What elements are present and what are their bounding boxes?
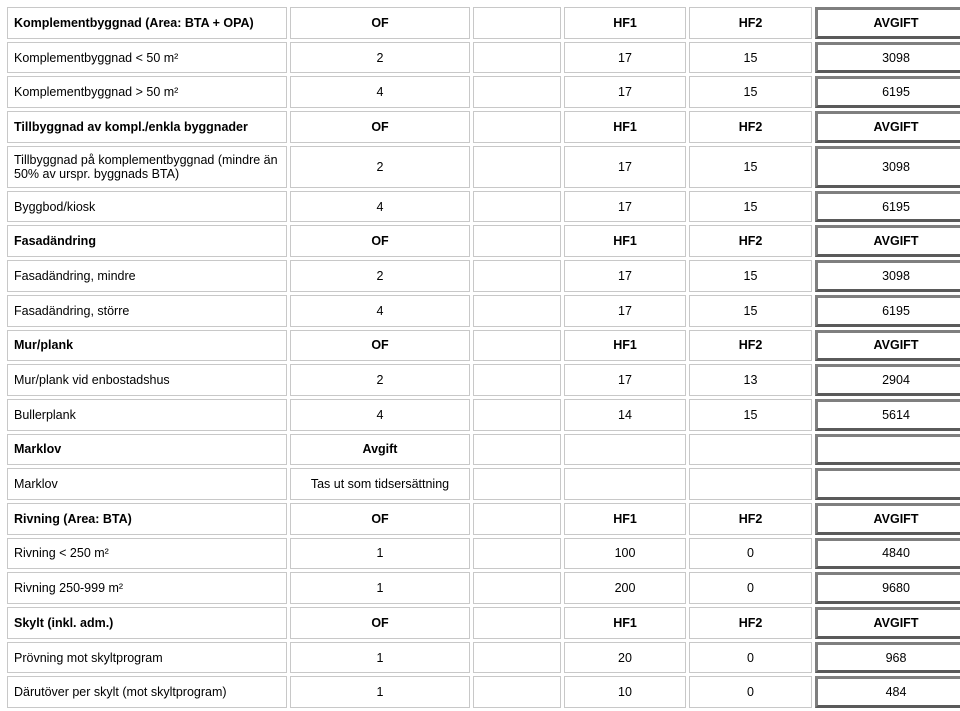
cell-blank (473, 42, 561, 74)
section-header-row (7, 503, 960, 535)
cell-avgift: 3098 (815, 260, 960, 292)
header-cell-label: Tillbyggnad av kompl./enkla byggnader (7, 111, 287, 143)
header-cell-of: OF (290, 607, 470, 639)
header-cell-of: OF (290, 503, 470, 535)
header-cell-blank (473, 7, 561, 39)
cell-label: Byggbod/kiosk (7, 191, 287, 223)
cell-blank (473, 572, 561, 604)
section-header-row (7, 7, 960, 39)
cell-hf1: 17 (564, 76, 686, 108)
cell-label: Komplementbyggnad < 50 m² (7, 42, 287, 74)
cell-hf2: 0 (689, 538, 812, 570)
table-row (7, 146, 960, 188)
cell-label: Komplementbyggnad > 50 m² (7, 76, 287, 108)
header-cell-hf2: HF2 (689, 111, 812, 143)
header-cell-label: Mur/plank (7, 330, 287, 362)
header-cell-hf2 (689, 434, 812, 466)
header-cell-hf1: HF1 (564, 7, 686, 39)
cell-label: Därutöver per skylt (mot skyltprogram) (7, 676, 287, 708)
cell-blank (473, 191, 561, 223)
cell-label: Rivning < 250 m² (7, 538, 287, 570)
header-cell-avgift-label: Avgift (290, 434, 470, 466)
cell-blank (473, 676, 561, 708)
table-row (7, 76, 960, 108)
header-cell-hf1: HF1 (564, 607, 686, 639)
cell-of: 1 (290, 676, 470, 708)
cell-hf1: 17 (564, 364, 686, 396)
header-cell-label: Marklov (7, 434, 287, 466)
table-row (7, 538, 960, 570)
table-row (7, 676, 960, 708)
table-row (7, 572, 960, 604)
cell-avgift: 5614 (815, 399, 960, 431)
table-row (7, 295, 960, 327)
table-row (7, 468, 960, 500)
cell-hf2: 0 (689, 572, 812, 604)
cell-of: 4 (290, 191, 470, 223)
cell-label: Mur/plank vid enbostadshus (7, 364, 287, 396)
cell-blank (473, 146, 561, 188)
cell-hf1: 17 (564, 295, 686, 327)
cell-of: 1 (290, 538, 470, 570)
cell-avgift: 3098 (815, 146, 960, 188)
header-cell-avgift (815, 434, 960, 466)
header-cell-blank (473, 434, 561, 466)
cell-hf2: 15 (689, 260, 812, 292)
cell-label: Rivning 250-999 m² (7, 572, 287, 604)
header-cell-hf2: HF2 (689, 225, 812, 257)
header-cell-avgift: AVGIFT (815, 7, 960, 39)
table-row (7, 642, 960, 674)
cell-hf1: 17 (564, 42, 686, 74)
header-cell-hf1: HF1 (564, 330, 686, 362)
header-cell-avgift: AVGIFT (815, 607, 960, 639)
header-cell-hf1 (564, 434, 686, 466)
header-cell-blank (473, 607, 561, 639)
cell-label: Fasadändring, mindre (7, 260, 287, 292)
cell-avgift: 2904 (815, 364, 960, 396)
header-cell-blank (473, 111, 561, 143)
fee-table (4, 4, 960, 711)
cell-label: Marklov (7, 468, 287, 500)
cell-of: 2 (290, 364, 470, 396)
cell-avgift (815, 468, 960, 500)
header-cell-of: OF (290, 330, 470, 362)
header-cell-avgift: AVGIFT (815, 330, 960, 362)
cell-blank (473, 364, 561, 396)
cell-avgift: 6195 (815, 295, 960, 327)
header-cell-hf2: HF2 (689, 7, 812, 39)
header-cell-avgift: AVGIFT (815, 503, 960, 535)
cell-avgift: 968 (815, 642, 960, 674)
header-cell-hf2: HF2 (689, 607, 812, 639)
cell-label: Bullerplank (7, 399, 287, 431)
header-cell-hf2: HF2 (689, 330, 812, 362)
cell-hf2: 15 (689, 146, 812, 188)
cell-of: 1 (290, 572, 470, 604)
cell-hf1: 20 (564, 642, 686, 674)
cell-avgift: 4840 (815, 538, 960, 570)
section-header-row (7, 434, 960, 466)
cell-hf1 (564, 468, 686, 500)
cell-of: 2 (290, 42, 470, 74)
table-row (7, 399, 960, 431)
cell-hf1: 17 (564, 260, 686, 292)
cell-hf2: 15 (689, 399, 812, 431)
table-row (7, 364, 960, 396)
cell-blank (473, 76, 561, 108)
cell-label: Prövning mot skyltprogram (7, 642, 287, 674)
cell-label: Tillbyggnad på komplementbyggnad (mindre än 50% av urspr. byggnads BTA) (7, 146, 287, 188)
table-row (7, 42, 960, 74)
cell-hf1: 200 (564, 572, 686, 604)
table-row (7, 260, 960, 292)
cell-hf1: 14 (564, 399, 686, 431)
header-cell-of: OF (290, 7, 470, 39)
section-header-row (7, 330, 960, 362)
cell-blank (473, 295, 561, 327)
cell-hf2: 15 (689, 42, 812, 74)
header-cell-blank (473, 225, 561, 257)
header-cell-avgift: AVGIFT (815, 225, 960, 257)
cell-fee-note: Tas ut som tidsersättning (290, 468, 470, 500)
cell-blank (473, 468, 561, 500)
cell-of: 1 (290, 642, 470, 674)
cell-label: Fasadändring, större (7, 295, 287, 327)
cell-hf2: 0 (689, 676, 812, 708)
cell-avgift: 9680 (815, 572, 960, 604)
cell-of: 2 (290, 146, 470, 188)
section-header-row (7, 607, 960, 639)
header-cell-avgift: AVGIFT (815, 111, 960, 143)
cell-hf2: 0 (689, 642, 812, 674)
cell-blank (473, 399, 561, 431)
cell-of: 4 (290, 295, 470, 327)
cell-hf1: 17 (564, 191, 686, 223)
cell-blank (473, 260, 561, 292)
cell-hf2: 13 (689, 364, 812, 396)
header-cell-label: Rivning (Area: BTA) (7, 503, 287, 535)
cell-hf1: 100 (564, 538, 686, 570)
header-cell-blank (473, 330, 561, 362)
section-header-row (7, 111, 960, 143)
header-cell-blank (473, 503, 561, 535)
cell-hf1: 17 (564, 146, 686, 188)
header-cell-label: Komplementbyggnad (Area: BTA + OPA) (7, 7, 287, 39)
header-cell-hf1: HF1 (564, 111, 686, 143)
header-cell-hf2: HF2 (689, 503, 812, 535)
cell-hf2 (689, 468, 812, 500)
header-cell-label: Skylt (inkl. adm.) (7, 607, 287, 639)
fee-table-body (7, 7, 960, 708)
header-cell-hf1: HF1 (564, 225, 686, 257)
cell-of: 4 (290, 399, 470, 431)
cell-of: 4 (290, 76, 470, 108)
header-cell-of: OF (290, 111, 470, 143)
cell-hf2: 15 (689, 76, 812, 108)
header-cell-hf1: HF1 (564, 503, 686, 535)
cell-hf1: 10 (564, 676, 686, 708)
table-row (7, 191, 960, 223)
section-header-row (7, 225, 960, 257)
cell-hf2: 15 (689, 295, 812, 327)
cell-avgift: 6195 (815, 191, 960, 223)
cell-avgift: 484 (815, 676, 960, 708)
cell-hf2: 15 (689, 191, 812, 223)
cell-avgift: 3098 (815, 42, 960, 74)
cell-avgift: 6195 (815, 76, 960, 108)
cell-blank (473, 538, 561, 570)
cell-of: 2 (290, 260, 470, 292)
header-cell-of: OF (290, 225, 470, 257)
cell-blank (473, 642, 561, 674)
header-cell-label: Fasadändring (7, 225, 287, 257)
